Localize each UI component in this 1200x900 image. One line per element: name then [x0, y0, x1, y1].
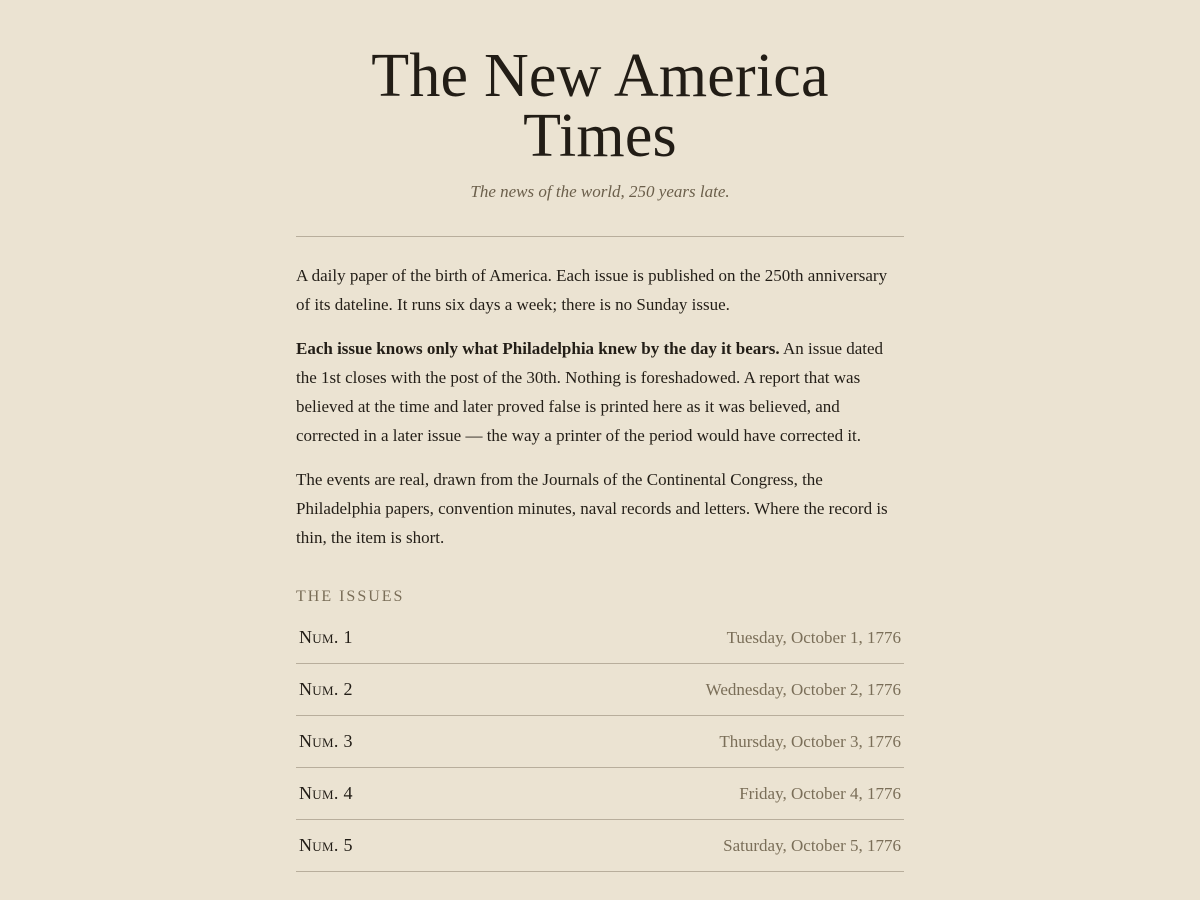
issue-number: Num. 2	[299, 679, 353, 699]
issue-date: Wednesday, October 2, 1776	[705, 679, 901, 699]
issue-date: Saturday, October 5, 1776	[723, 835, 901, 855]
issue-row[interactable]	[296, 820, 904, 872]
issue-number: Num. 4	[299, 783, 353, 803]
issue-date: Tuesday, October 1, 1776	[726, 627, 901, 647]
tagline: The news of the world, 250 years late.	[470, 182, 730, 201]
intro-paragraph-1: A daily paper of the birth of America. Each issue is published on the 250th anniversary of its dateline. It runs six days a week; there is no Sunday issue.	[296, 266, 888, 314]
issues-heading: THE ISSUES	[296, 588, 405, 605]
intro-paragraph-2	[296, 334, 904, 450]
intro-emphasis: Each issue knows only what Philadelphia knew by the day it bears.	[296, 339, 780, 358]
intro	[296, 261, 904, 552]
issue-number: Num. 1	[299, 627, 353, 647]
masthead-divider	[296, 236, 904, 237]
issues-list	[296, 612, 904, 872]
issue-date: Thursday, October 3, 1776	[719, 731, 901, 751]
issue-row[interactable]	[296, 664, 904, 716]
page	[296, 0, 904, 872]
intro-paragraph-3: The events are real, drawn from the Journals of the Continental Congress, the Philadelphia papers, convention minutes, naval records and letters. Where the record is thin, the item is short.	[296, 470, 888, 547]
masthead	[296, 0, 904, 202]
issue-number: Num. 3	[299, 731, 353, 751]
issue-row[interactable]	[296, 612, 904, 664]
page-title: The New America Times	[371, 42, 829, 170]
issue-row[interactable]	[296, 768, 904, 820]
issue-row[interactable]	[296, 716, 904, 768]
issue-date: Friday, October 4, 1776	[739, 783, 901, 803]
issue-number: Num. 5	[299, 835, 353, 855]
intro-paragraph-2-text: An issue dated the 1st closes with the post of the 30th. Nothing is foreshadowed. A report that was believed at the time and later proved false is printed here as it was believed, and corrected in a later issue — the way a printer of the period would have corrected it.	[296, 339, 884, 445]
